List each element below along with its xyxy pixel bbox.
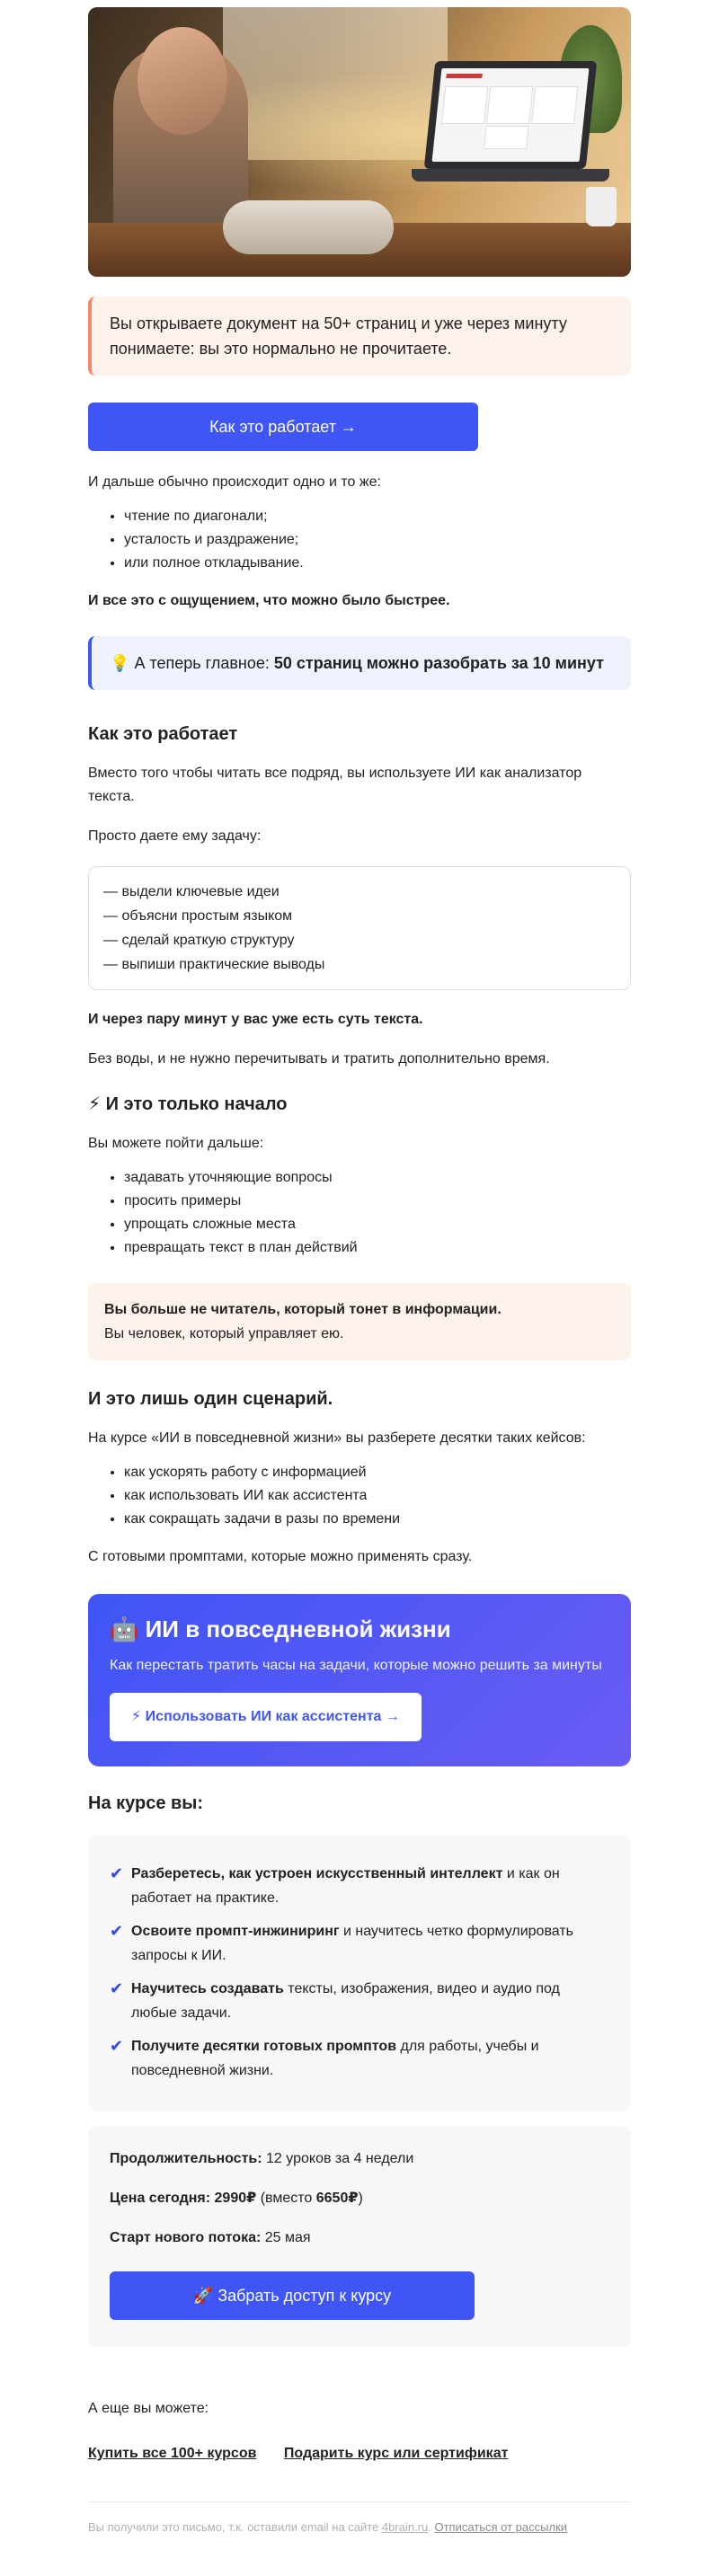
site-link[interactable]: 4brain.ru <box>381 2520 429 2534</box>
benefit-item <box>110 1862 609 1910</box>
get-access-button[interactable]: 🚀 Забрать доступ к курсу <box>110 2271 475 2320</box>
list-item: • как использовать ИИ как ассистента <box>124 1484 631 1508</box>
duration-value: 12 уроков за 4 недели <box>262 2151 414 2166</box>
screen-card <box>441 86 488 124</box>
task-item: — сделай краткую структуру <box>103 933 295 948</box>
benefit-bold: Получите десятки готовых промптов <box>131 2039 397 2054</box>
benefit-bold: Разберетесь, как устроен искусственный интеллект <box>131 1866 503 1881</box>
hero-image <box>88 7 631 277</box>
start-value: 25 мая <box>261 2230 311 2245</box>
start-label: Старт нового потока: <box>110 2230 262 2245</box>
no-noise-text: Без воды, и не нужно перечитывать и тратить дополнительно время. <box>88 1051 550 1067</box>
start-row <box>110 2226 609 2250</box>
unsubscribe-link[interactable]: Отписаться от рассылки <box>434 2520 568 2534</box>
intro-text: И дальше обычно происходит одно и то же: <box>88 474 381 490</box>
price-mid: (вместо <box>256 2191 316 2206</box>
price-label: Цена сегодня: 2990₽ <box>110 2191 257 2206</box>
insight-prefix: А теперь главное: <box>134 654 274 672</box>
price-row <box>110 2187 609 2210</box>
control-note <box>88 1283 631 1360</box>
check-icon: ✔ <box>110 1864 124 1882</box>
benefit-bold: Освоите промпт-инжиниринг <box>131 1924 340 1939</box>
list-item: • превращать текст в план действий <box>124 1236 631 1260</box>
promo-title <box>110 1614 609 1644</box>
intro-callout: Вы открываете документ на 50+ страниц и уже через минуту понимаете: вы это нормально не прочитаете. <box>88 297 631 376</box>
task-item: — выдели ключевые идеи <box>103 884 280 899</box>
insight-callout <box>88 636 631 690</box>
price-end: ) <box>358 2191 363 2206</box>
note-bold: Вы больше не читатель, который тонет в информации. <box>104 1302 502 1317</box>
list-item: • как ускорять работу с информацией <box>124 1461 631 1484</box>
robot-icon: 🤖 <box>110 1616 139 1642</box>
next-steps-list <box>88 1166 631 1260</box>
task-item: — объясни простым языком <box>103 908 293 924</box>
start-title <box>88 1093 631 1116</box>
task-item: — выпиши практические выводы <box>103 957 325 972</box>
course-promo-banner <box>88 1594 631 1766</box>
list-item: • как сокращать задачи в разы по времени <box>124 1508 631 1531</box>
gift-course-link[interactable]: Подарить курс или сертификат <box>283 2446 509 2461</box>
benefit-bold: Научитесь создавать <box>131 1981 284 1996</box>
check-icon: ✔ <box>110 1922 124 1940</box>
list-item: • чтение по диагонали; <box>124 505 631 528</box>
hero-laptop-screen <box>432 68 590 162</box>
result-text: И через пару минут у вас уже есть суть текста. <box>88 1012 423 1027</box>
hero-arm <box>223 200 394 254</box>
benefit-rest: и как он работает на практике. <box>131 1866 560 1906</box>
prompts-text: С готовыми промптами, которые можно применять сразу. <box>88 1549 473 1564</box>
benefit-item <box>110 1919 609 1968</box>
footer-sep: . <box>428 2520 435 2534</box>
screen-card <box>531 86 578 124</box>
how-paragraph: Вместо того чтобы читать все подряд, вы используете ИИ как анализатор текста. <box>88 766 582 804</box>
list-item: • усталость и раздражение; <box>124 528 631 552</box>
start-paragraph: Вы можете пойти дальше: <box>88 1136 264 1151</box>
benefit-rest: и научитесь четко формулировать запросы к ИИ. <box>131 1924 573 1963</box>
footer <box>88 2501 631 2536</box>
lightning-icon: ⚡ <box>88 1094 102 1114</box>
screen-bar <box>446 74 483 78</box>
benefit-item <box>110 2034 609 2083</box>
faster-text: И все это с ощущением, что можно было быстрее. <box>88 593 450 608</box>
promo-title-text: ИИ в повседневной жизни <box>145 1616 451 1642</box>
screen-card <box>486 86 533 124</box>
benefit-text <box>131 1977 609 2025</box>
prompt-tasks-box <box>88 866 631 990</box>
scenario-paragraph: На курсе «ИИ в повседневной жизни» вы разберете десятки таких кейсов: <box>88 1430 586 1446</box>
course-info-box <box>88 2126 631 2347</box>
price-old: 6650₽ <box>315 2191 359 2206</box>
benefit-rest: тексты, изображения, видео и аудио под любые задачи. <box>131 1981 560 2021</box>
use-ai-assistant-button[interactable]: ⚡ Использовать ИИ как ассистента → <box>110 1693 422 1741</box>
scenario-list <box>88 1461 631 1531</box>
duration-label: Продолжительность: <box>110 2151 262 2166</box>
list-item: • или полное откладывание. <box>124 552 631 575</box>
buy-all-courses-link[interactable]: Купить все 100+ курсов <box>88 2446 257 2461</box>
lightbulb-icon: 💡 <box>110 654 130 672</box>
check-icon: ✔ <box>110 2037 124 2055</box>
hero-cup <box>586 187 617 226</box>
screen-card <box>484 126 529 149</box>
start-title-text: И это только начало <box>105 1094 288 1114</box>
benefit-text <box>131 2034 609 2083</box>
list-item: • упрощать сложные места <box>124 1213 631 1236</box>
benefits-box <box>88 1835 631 2111</box>
note-text: Вы человек, который управляет ею. <box>104 1326 344 1341</box>
list-item: • задавать уточняющие вопросы <box>124 1166 631 1190</box>
footer-text: Вы получили это письмо, т.к. оставили email на сайте <box>88 2520 382 2534</box>
benefit-text <box>131 1919 609 1968</box>
benefit-text <box>131 1862 609 1910</box>
how-title: Как это работает <box>88 724 238 744</box>
scenario-title: И это лишь один сценарий. <box>88 1389 333 1409</box>
benefit-item <box>110 1977 609 2025</box>
hero-laptop <box>424 61 598 169</box>
hero-laptop-base <box>412 169 609 181</box>
promo-subtitle: Как перестать тратить часы на задачи, которые можно решить за минуты <box>110 1658 602 1673</box>
hero-head <box>138 27 227 135</box>
course-title: На курсе вы: <box>88 1793 204 1813</box>
list-item: • просить примеры <box>124 1190 631 1213</box>
how-it-works-button[interactable]: Как это работает → <box>88 403 478 451</box>
email-body <box>88 0 631 2536</box>
task-intro: Просто даете ему задачу: <box>88 828 262 844</box>
extra-links <box>88 2442 631 2465</box>
problems-list <box>88 505 631 575</box>
check-icon: ✔ <box>110 1979 124 1997</box>
insight-bold: 50 страниц можно разобрать за 10 минут <box>273 654 604 672</box>
duration-row <box>110 2147 609 2171</box>
more-text: А еще вы можете: <box>88 2401 209 2416</box>
benefit-rest: для работы, учебы и повседневной жизни. <box>131 2039 539 2078</box>
